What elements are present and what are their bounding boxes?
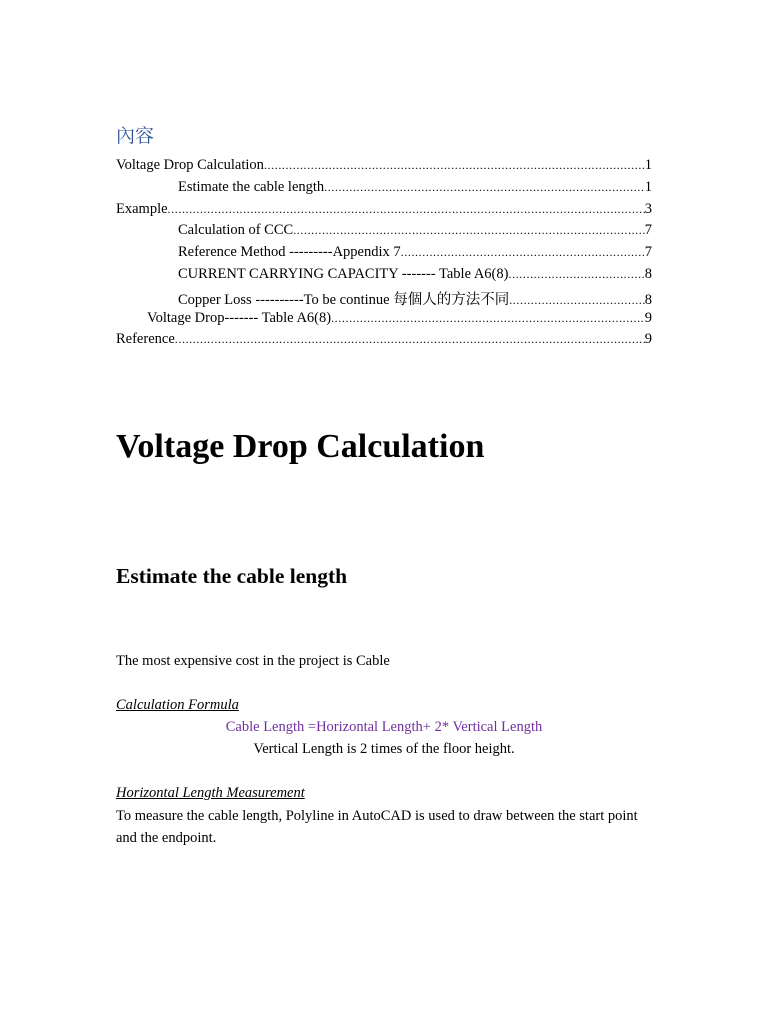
measurement-paragraph: To measure the cable length, Polyline in AutoCAD is used to draw between the start point and the endpoint. [116, 808, 638, 846]
toc-leader-dots [264, 158, 645, 173]
toc-entry-page: 8 [644, 265, 652, 282]
subsection-heading: Estimate the cable length [116, 564, 348, 588]
toc-entry-title: Estimate the cable length [178, 178, 325, 195]
toc-entry-page: 8 [644, 291, 652, 308]
section-heading: Voltage Drop Calculation [116, 428, 485, 465]
toc-entry-title: Copper Loss ----------To be continue 每個人的方法不同 [178, 291, 510, 308]
intro-paragraph: The most expensive cost in the project is Cable [116, 653, 390, 669]
toc-entry-title: Reference [116, 331, 175, 348]
toc-leader-dots [331, 311, 645, 326]
toc-leader-dots [175, 332, 645, 347]
toc-entry[interactable] [116, 157, 652, 179]
toc-entry-page: 3 [644, 200, 652, 217]
toc-entry-title: Voltage Drop Calculation [116, 157, 264, 173]
toc-entry-page: 9 [644, 309, 652, 326]
table-of-contents [116, 157, 652, 353]
toc-entry[interactable] [116, 310, 652, 332]
toc-leader-dots [168, 202, 645, 217]
toc-entry-title: Voltage Drop------- Table A6(8) [147, 309, 332, 326]
toc-entry[interactable] [116, 331, 652, 353]
formula-note: Vertical Length is 2 times of the floor height. [253, 741, 515, 757]
toc-entry-page: 1 [644, 157, 652, 173]
toc-entry[interactable] [116, 266, 652, 288]
toc-leader-dots [324, 180, 645, 195]
toc-leader-dots [293, 223, 645, 238]
toc-entry-page: 1 [644, 178, 652, 195]
toc-leader-dots [509, 293, 645, 308]
toc-entry[interactable] [116, 179, 652, 201]
toc-leader-dots [508, 267, 644, 282]
toc-entry-title: Reference Method ---------Appendix 7 [178, 244, 401, 261]
toc-entry-page: 9 [644, 331, 652, 348]
toc-entry-page: 7 [644, 244, 652, 261]
toc-entry-title: CURRENT CARRYING CAPACITY ------- Table A6(8) [178, 265, 509, 282]
toc-heading: 內容 [116, 125, 155, 147]
toc-entry[interactable] [116, 288, 652, 310]
toc-entry-title: Calculation of CCC [178, 222, 294, 239]
toc-leader-dots [401, 245, 645, 260]
toc-entry[interactable] [116, 244, 652, 266]
toc-entry-title: Example [116, 200, 168, 217]
formula-label: Calculation Formula [116, 697, 239, 713]
measurement-label: Horizontal Length Measurement [116, 785, 305, 801]
toc-entry[interactable] [116, 222, 652, 244]
toc-entry-page: 7 [644, 222, 652, 239]
formula-text: Cable Length =Horizontal Length+ 2* Vertical Length [225, 719, 543, 735]
toc-entry[interactable] [116, 201, 652, 223]
